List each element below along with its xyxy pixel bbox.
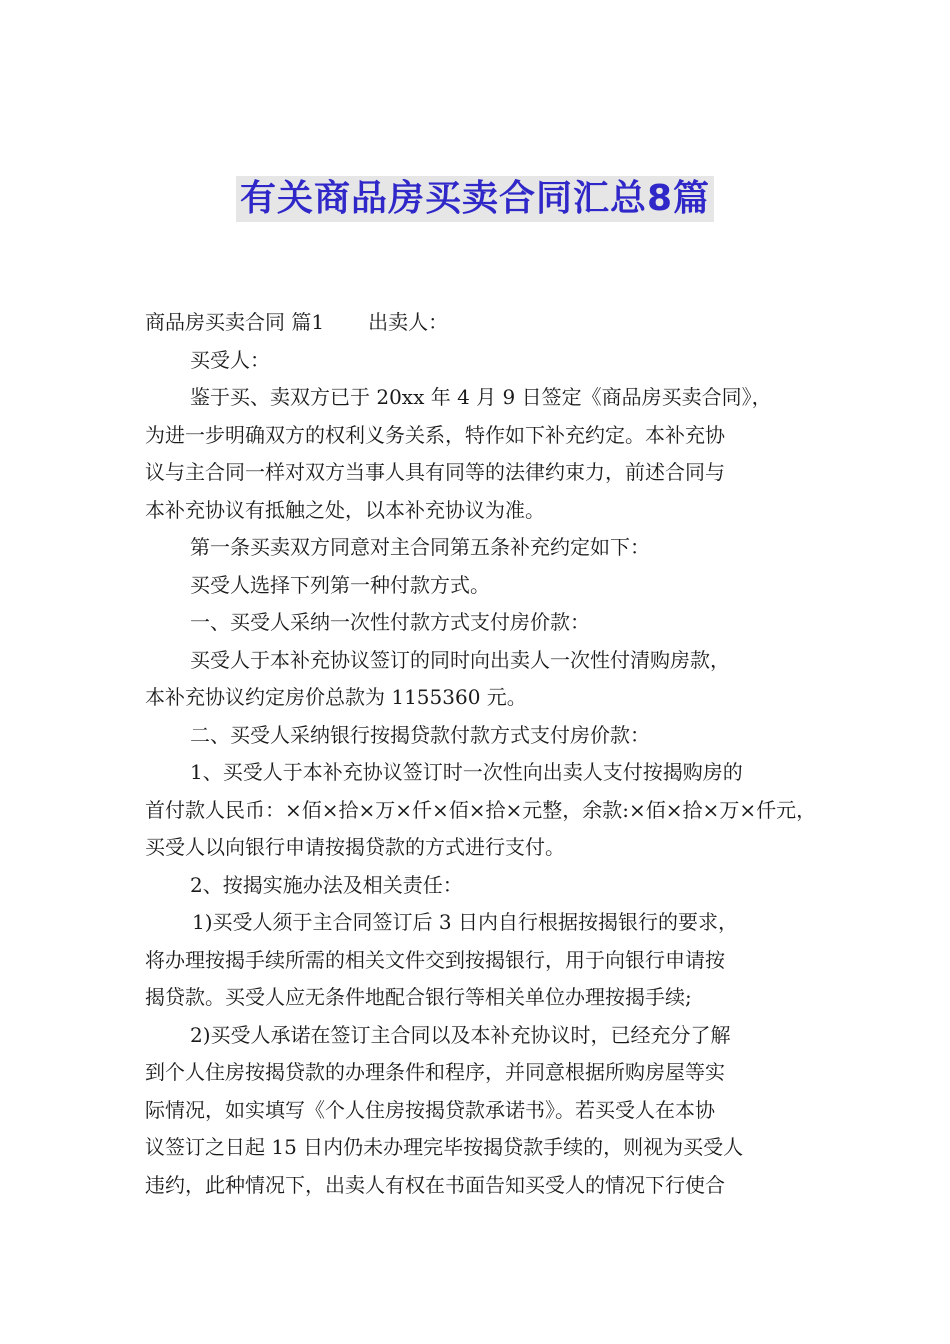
paragraph-line: 违约，此种情况下，出卖人有权在书面告知买受人的情况下行使合 [145, 1172, 725, 1197]
paragraph-line: 1、买受人于本补充协议签订时一次性向出卖人支付按揭购房的 [190, 760, 743, 784]
section-heading-line [145, 304, 810, 342]
paragraph-line: 1)买受人须于主合同签订后 3 日内自行根据按揭银行的要求， [192, 910, 738, 934]
document-body [145, 304, 817, 1204]
paragraph-line: 本补充协议约定房价总款为 1155360 元。 [145, 685, 527, 709]
paragraph-line: 买受人： [190, 347, 270, 372]
paragraph-line: 揭贷款。买受人应无条件地配合银行等相关单位办理按揭手续; [145, 985, 692, 1009]
paragraph-line: 买受人以向银行申请按揭贷款的方式进行支付。 [145, 835, 565, 859]
paragraph-line: 买受人选择下列第一种付款方式。 [190, 572, 490, 597]
paragraph-line: 鉴于买、卖双方已于 20xx 年 4 月 9 日签定《商品房买卖合同》， [190, 385, 772, 409]
document-title: 有关商品房买卖合同汇总8篇 [236, 176, 714, 222]
paragraph-line: 到个人住房按揭贷款的办理条件和程序，并同意根据所购房屋等实 [145, 1060, 725, 1084]
title-container [0, 176, 950, 222]
paragraph-line: 本补充协议有抵触之处，以本补充协议为准。 [145, 497, 545, 522]
paragraph-line: 2、按揭实施办法及相关责任： [190, 872, 463, 897]
paragraph-line: 议与主合同一样对双方当事人具有同等的法律约束力，前述合同与 [145, 460, 725, 484]
paragraph-line: 将办理按揭手续所需的相关文件交到按揭银行，用于向银行申请按 [145, 947, 725, 972]
paragraph-line: 2)买受人承诺在签订主合同以及本补充协议时，已经充分了解 [190, 1022, 731, 1047]
section-heading: 商品房买卖合同 篇1 [145, 310, 325, 334]
paragraph-line: 际情况，如实填写《个人住房按揭贷款承诺书》。若买受人在本协 [145, 1097, 715, 1122]
seller-label: 出卖人： [368, 310, 449, 334]
paragraph-line: 二、买受人采纳银行按揭贷款付款方式支付房价款： [190, 722, 650, 747]
paragraph-line: 首付款人民币：×佰×拾×万×仟×佰×拾×元整，余款:×佰×拾×万×仟元， [145, 797, 817, 822]
paragraph-line: 议签订之日起 15 日内仍未办理完毕按揭贷款手续的，则视为买受人 [145, 1135, 744, 1159]
paragraph-line: 为进一步明确双方的权利义务关系，特作如下补充约定。本补充协 [145, 422, 725, 447]
paragraph-line: 第一条买卖双方同意对主合同第五条补充约定如下： [190, 535, 650, 559]
paragraph-line: 买受人于本补充协议签订的同时向出卖人一次性付清购房款， [190, 647, 730, 672]
paragraph-line: 一、买受人采纳一次性付款方式支付房价款： [190, 610, 590, 634]
